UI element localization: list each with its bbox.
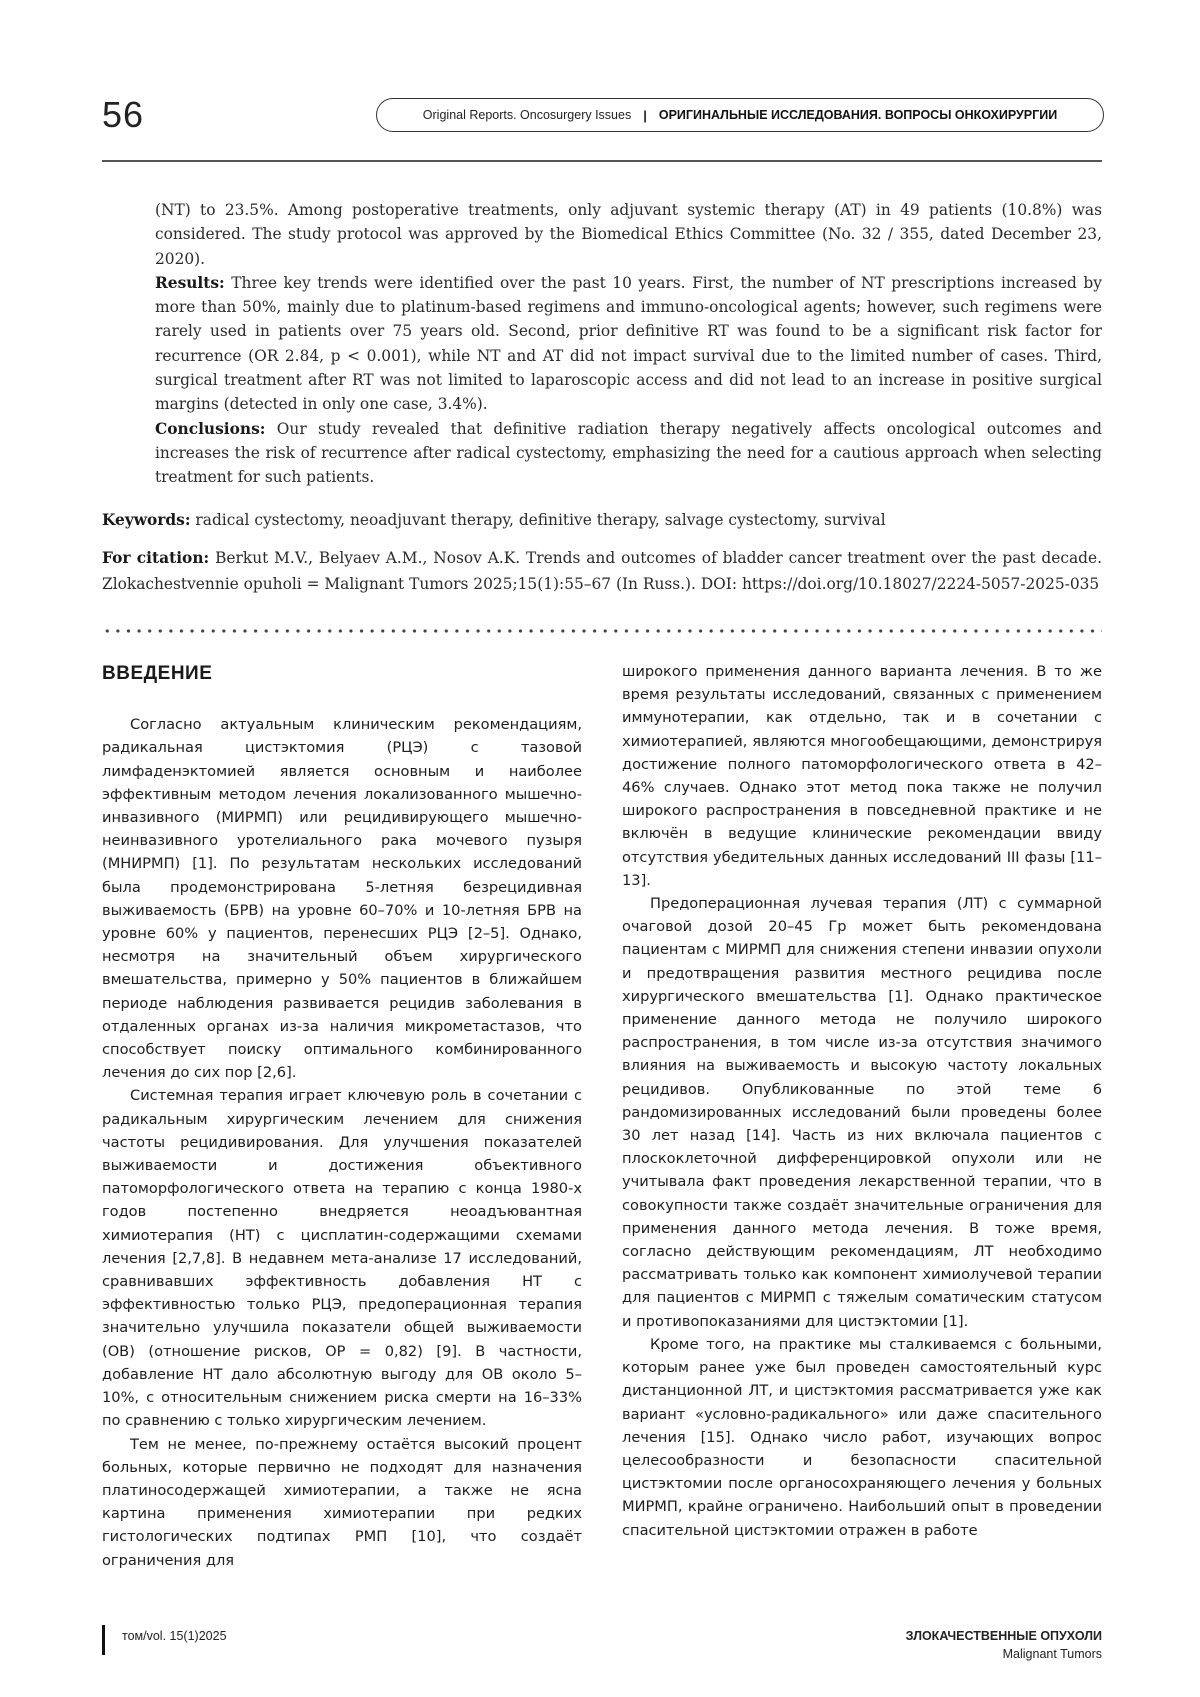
- keywords-label: Keywords:: [102, 511, 191, 529]
- running-header: [376, 98, 1104, 132]
- abstract-conclusions: [155, 417, 1102, 490]
- citation-text: Berkut M.V., Belyaev A.M., Nosov A.K. Trends and outcomes of bladder cancer treatment over the past decade. Zlokachestvennie opuholi = Malignant Tumors 2025;15(1):55–67 (In Russ.). DOI: https://doi.org/10.18027/2224-5057-2025-035: [102, 549, 1102, 593]
- footer-journal: [906, 1627, 1102, 1663]
- body-paragraph: широкого применения данного варианта лечения. В то же время результаты исследований, связанных с применением иммунотерапии, как отдельно, так и в сочетании с химиотерапией, являются многообещающими, демонстрируя достижение полного патоморфологического ответа в 42–46% случаев. Однако этот метод пока также не получил широкого распространения в повседневной практике и не включён в ведущие клинические рекомендации ввиду отсутствия убедительных данных исследований III фазы [11–13].: [622, 663, 1102, 889]
- results-label: Results:: [155, 273, 225, 292]
- abstract-results: [155, 271, 1102, 417]
- section-title: ВВЕДЕНИЕ: [102, 663, 213, 684]
- abstract: [155, 198, 1102, 490]
- keywords: [102, 508, 1102, 532]
- body-paragraph: Предоперационная лучевая терапия (ЛТ) с суммарной очаговой дозой 20–45 Гр может быть рекомендована пациентам с МИРМП для снижения степени инвазии опухоли и предотвращения развития местного рецидива после хирургического вмешательства [1]. Однако практическое применение данного метода не получило широкого распространения, в том числе из-за отсутствия значимого влияния на выживаемость и высокую частоту локальных рецидивов. Опубликованные по этой теме 6 рандомизированных исследований были проведены более 30 лет назад [14]. Часть из них включала пациентов с плоскоклеточной дифференцировкой опухоли или не учитывала факт проведения лекарственной терапии, что в совокупности также создаёт значительные ограничения для применения данного метода лечения. В тоже время, согласно действующим рекомендациям, ЛТ необходимо рассматривать только как компонент химиолучевой терапии для пациентов с МИРМП с тяжелым соматическим статусом и противопоказаниями для цистэктомии [1].: [622, 895, 1102, 1330]
- header-section-ru: ОРИГИНАЛЬНЫЕ ИССЛЕДОВАНИЯ. ВОПРОСЫ ОНКОХИРУРГИИ: [658, 108, 1058, 122]
- footer-journal-en: Malignant Tumors: [1002, 1647, 1102, 1661]
- header-separator: |: [643, 107, 647, 123]
- footer-bar: [102, 1625, 105, 1655]
- abstract-methods-tail: (NT) to 23.5%. Among postoperative treatments, only adjuvant systemic therapy (AT) in 49 patients (10.8%) was considered. The study protocol was approved by the Biomedical Ethics Committee (No. 32 / 355, dated December 23, 2020).: [155, 201, 1102, 268]
- keywords-text: radical cystectomy, neoadjuvant therapy, definitive therapy, salvage cystectomy, survival: [195, 511, 886, 529]
- header-section-en: Original Reports. Oncosurgery Issues: [422, 108, 632, 122]
- page-number: 56: [102, 94, 145, 135]
- conclusions-text: Our study revealed that definitive radiation therapy negatively affects oncological outcomes and increases the risk of recurrence after radical cystectomy, emphasizing the need for a cautious approach when selecting treatment for such patients.: [155, 419, 1102, 487]
- citation-label: For citation:: [102, 549, 210, 567]
- results-text: Three key trends were identified over the past 10 years. First, the number of NT prescriptions increased by more than 50%, mainly due to platinum-based regimens and immuno-oncological agents; however, such regimens were rarely used in patients over 75 years old. Second, prior definitive RT was found to be a significant risk factor for recurrence (OR 2.84, p < 0.001), while NT and AT did not impact survival due to the limited number of cases. Third, surgical treatment after RT was not limited to laparoscopic access and did not lead to an increase in positive surgical margins (detected in only one case, 3.4%).: [155, 273, 1102, 414]
- body-paragraph: Кроме того, на практике мы сталкиваемся с больными, которым ранее уже был проведен самостоятельный курс дистанционной ЛТ, и цистэктомия рассматривается уже как вариант «условно-радикального» или даже спасительного лечения [15]. Однако число работ, изучающих вопрос целесообразности и безопасности спасительной цистэктомии после органосохраняющего лечения у больных МИРМП, крайне ограничено. Наибольший опыт в проведении спасительной цистэктомии отражен в работе: [622, 1335, 1102, 1539]
- footer-volume: том/vol. 15(1)2025: [122, 1629, 227, 1643]
- citation: [102, 545, 1102, 597]
- footer-journal-ru: ЗЛОКАЧЕСТВЕННЫЕ ОПУХОЛИ: [905, 1629, 1102, 1643]
- conclusions-label: Conclusions:: [155, 419, 266, 438]
- body-paragraph: Тем не менее, по-прежнему остаётся высокий процент больных, которые первично не подходят для назначения платиносодержащей химиотерапии, а также не ясна картина применения химиотерапии при редких гистологических подтипах РМП [10], что создаёт ограничения для: [102, 1435, 582, 1569]
- body-column-right: [622, 660, 1102, 1542]
- dotted-divider: [102, 628, 1102, 634]
- body-column-left: [102, 662, 582, 1572]
- body-paragraph: Системная терапия играет ключевую роль в сочетании с радикальным хирургическим лечением для снижения частоты рецидивирования. Для улучшения показателей выживаемости и достижения объективного патоморфологического ответа на терапию с конца 1980-х годов постепенно внедряется неоадъювантная химиотерапия (НТ) с цисплатин-содержащими схемами лечения [2,7,8]. В недавнем мета-анализе 17 исследований, сравнивавших эффективность добавления НТ с эффективностью только РЦЭ, предоперационная терапия значительно улучшила показатели общей выживаемости (ОВ) (отношение рисков, ОР = 0,82) [9]. В частности, добавление НТ дало абсолютную выгоду для ОВ около 5–10%, с относительным снижением риска смерти на 16–33% по сравнению с только хирургическим лечением.: [102, 1087, 582, 1430]
- body-paragraph: Согласно актуальным клиническим рекомендациям, радикальная цистэктомия (РЦЭ) с тазовой лимфаденэктомией является основным и наиболее эффективным методом лечения локализованного мышечно-инвазивного (МИРМП) или рецидивирующего мышечно-неинвазивного уротелиального рака мочевого пузыря (МНИРМП) [1]. По результатам нескольких исследований была продемонстрирована 5-летняя безрецидивная выживаемость (БРВ) на уровне 60–70% и 10-летняя БРВ на уровне 60% у пациентов, перенесших РЦЭ [2–5]. Однако, несмотря на значительный объем хирургического вмешательства, примерно у 50% пациентов в ближайшем периоде наблюдения развивается рецидив заболевания в отдаленных органах из-за наличия микрометастазов, что способствует поиску оптимального комбинированного лечения до сих пор [2,6].: [102, 716, 582, 1082]
- header-divider: [102, 160, 1102, 162]
